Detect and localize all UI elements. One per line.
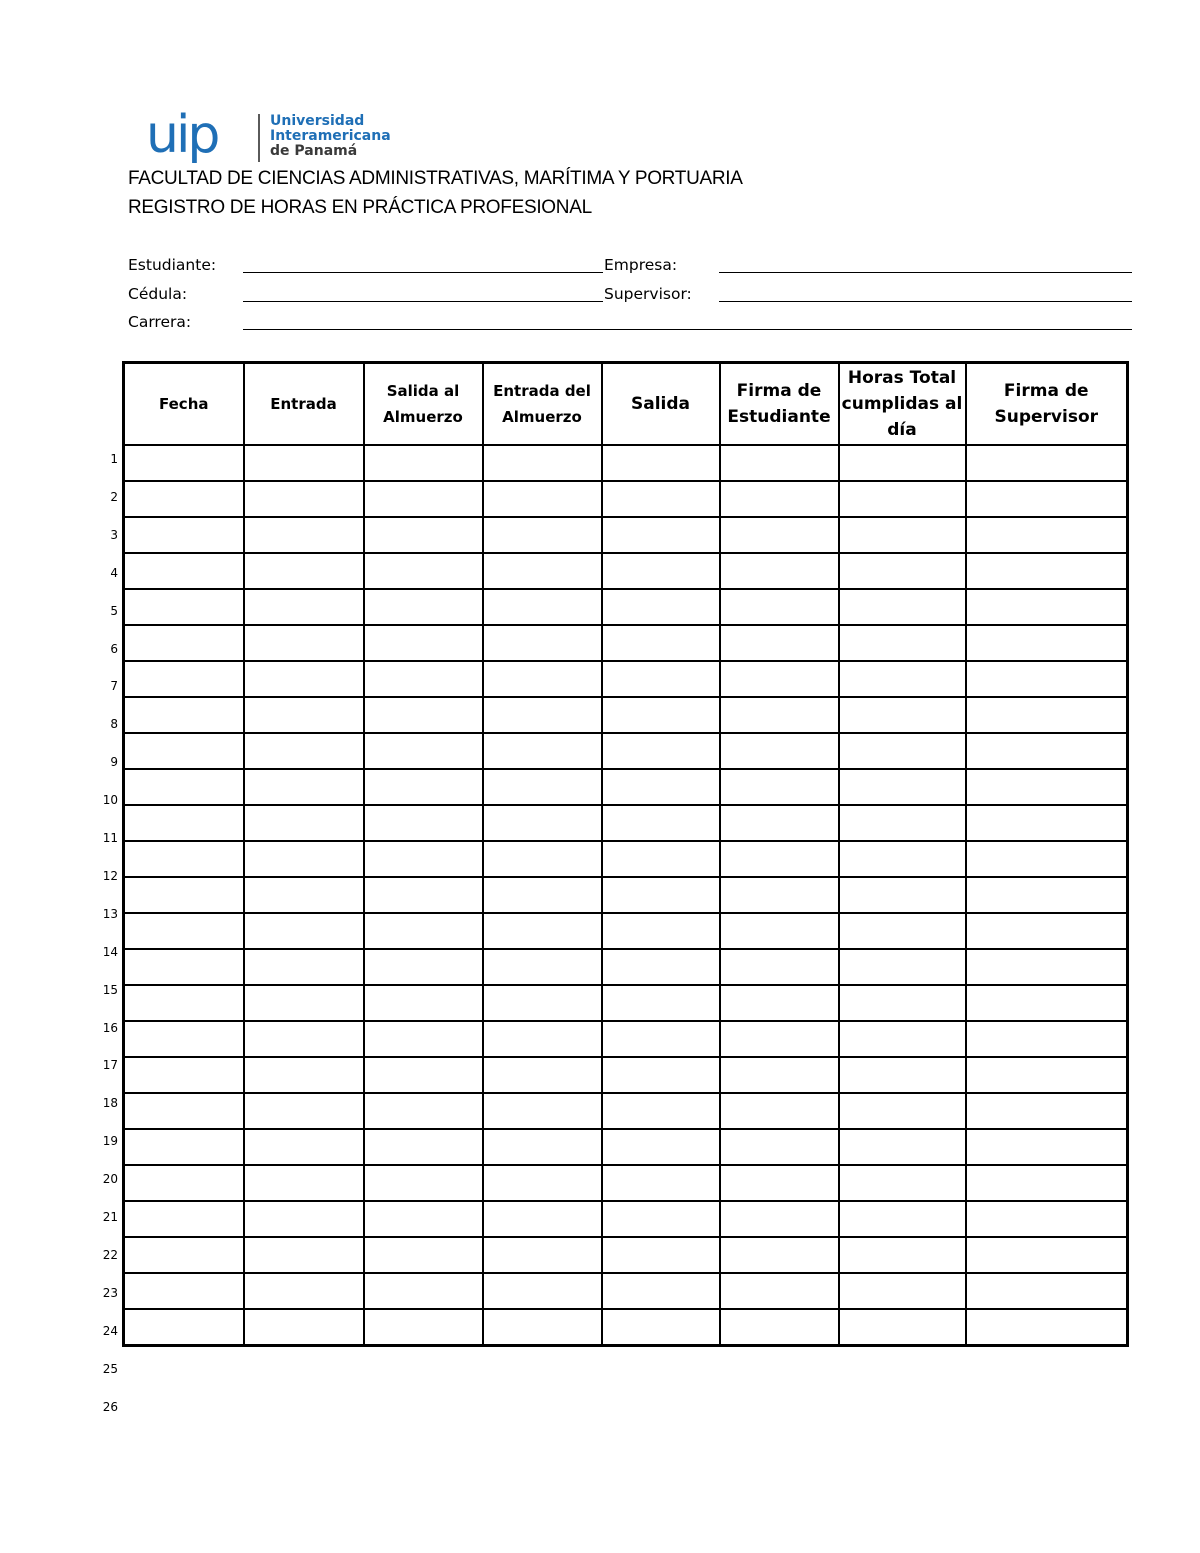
table-row — [124, 1093, 1128, 1129]
table-cell[interactable] — [483, 553, 602, 589]
table-cell[interactable] — [364, 949, 483, 985]
table-cell[interactable] — [124, 805, 244, 841]
table-cell[interactable] — [244, 481, 364, 517]
row-number: 26 — [102, 1399, 118, 1414]
logo-divider — [258, 114, 260, 162]
table-row — [124, 661, 1128, 697]
table-cell[interactable] — [244, 1309, 364, 1346]
table-cell[interactable] — [720, 661, 839, 697]
table-cell[interactable] — [966, 805, 1128, 841]
table-cell[interactable] — [602, 1201, 720, 1237]
header-firma-estudiante: Firma de Estudiante — [720, 363, 839, 446]
table-cell[interactable] — [244, 1273, 364, 1309]
table-cell[interactable] — [483, 733, 602, 769]
table-cell[interactable] — [244, 949, 364, 985]
table-body — [124, 445, 1128, 1346]
table-cell[interactable] — [364, 985, 483, 1021]
table-cell[interactable] — [364, 1129, 483, 1165]
row-number: 5 — [110, 603, 118, 618]
table-cell[interactable] — [720, 589, 839, 625]
table-cell[interactable] — [124, 697, 244, 733]
table-row — [124, 1237, 1128, 1273]
table-cell[interactable] — [364, 445, 483, 481]
table-row — [124, 1165, 1128, 1201]
row-number: 22 — [102, 1247, 118, 1262]
table-cell[interactable] — [839, 1093, 966, 1129]
header-salida: Salida — [602, 363, 720, 446]
table-cell[interactable] — [602, 1129, 720, 1165]
table-cell[interactable] — [364, 841, 483, 877]
carrera-field[interactable] — [243, 329, 1132, 330]
table-cell[interactable] — [244, 661, 364, 697]
table-cell[interactable] — [966, 733, 1128, 769]
table-cell[interactable] — [483, 1273, 602, 1309]
table-row — [124, 481, 1128, 517]
table-row — [124, 1021, 1128, 1057]
table-cell[interactable] — [483, 1093, 602, 1129]
table-cell[interactable] — [244, 1057, 364, 1093]
table-cell[interactable] — [602, 481, 720, 517]
table-cell[interactable] — [364, 877, 483, 913]
logo-line-1: Universidad — [270, 113, 365, 129]
header-fecha: Fecha — [124, 363, 244, 446]
table-cell[interactable] — [483, 769, 602, 805]
row-number: 20 — [102, 1172, 118, 1187]
table-cell[interactable] — [483, 1129, 602, 1165]
table-cell[interactable] — [602, 697, 720, 733]
table-row — [124, 877, 1128, 913]
table-row — [124, 1201, 1128, 1237]
table-cell[interactable] — [602, 553, 720, 589]
table-cell[interactable] — [720, 733, 839, 769]
table-row — [124, 1129, 1128, 1165]
table-row — [124, 769, 1128, 805]
table-cell[interactable] — [483, 877, 602, 913]
label-empresa: Empresa: — [604, 256, 678, 274]
table-cell[interactable] — [839, 625, 966, 661]
table-cell[interactable] — [966, 985, 1128, 1021]
table-cell[interactable] — [483, 697, 602, 733]
table-row — [124, 913, 1128, 949]
table-cell[interactable] — [364, 1201, 483, 1237]
table-cell[interactable] — [839, 517, 966, 553]
table-cell[interactable] — [124, 481, 244, 517]
table-cell[interactable] — [124, 1237, 244, 1273]
table-cell[interactable] — [364, 733, 483, 769]
table-cell[interactable] — [483, 985, 602, 1021]
table-cell[interactable] — [124, 1201, 244, 1237]
table-cell[interactable] — [244, 517, 364, 553]
table-cell[interactable] — [124, 769, 244, 805]
table-cell[interactable] — [966, 949, 1128, 985]
table-cell[interactable] — [839, 985, 966, 1021]
table-cell[interactable] — [720, 1309, 839, 1346]
table-cell[interactable] — [124, 949, 244, 985]
table-cell[interactable] — [720, 985, 839, 1021]
table-row — [124, 697, 1128, 733]
table-cell[interactable] — [364, 697, 483, 733]
table-cell[interactable] — [124, 1273, 244, 1309]
table-cell[interactable] — [839, 1273, 966, 1309]
table-cell[interactable] — [124, 589, 244, 625]
table-cell[interactable] — [364, 517, 483, 553]
table-cell[interactable] — [602, 589, 720, 625]
table-row — [124, 805, 1128, 841]
table-row — [124, 625, 1128, 661]
table-cell[interactable] — [602, 1165, 720, 1201]
table-cell[interactable] — [244, 1129, 364, 1165]
table-cell[interactable] — [966, 1129, 1128, 1165]
table-cell[interactable] — [720, 877, 839, 913]
table-cell[interactable] — [720, 805, 839, 841]
table-cell[interactable] — [124, 1057, 244, 1093]
table-cell[interactable] — [244, 733, 364, 769]
faculty-title: FACULTAD DE CIENCIAS ADMINISTRATIVAS, MARÍTIMA Y PORTUARIA — [128, 168, 743, 189]
table-cell[interactable] — [839, 445, 966, 481]
row-number: 16 — [102, 1020, 118, 1035]
table-cell[interactable] — [124, 1309, 244, 1346]
table-cell[interactable] — [244, 553, 364, 589]
table-cell[interactable] — [966, 553, 1128, 589]
table-cell[interactable] — [966, 1237, 1128, 1273]
row-number: 14 — [102, 944, 118, 959]
table-cell[interactable] — [839, 949, 966, 985]
table-row — [124, 1057, 1128, 1093]
table-cell[interactable] — [364, 481, 483, 517]
table-cell[interactable] — [602, 445, 720, 481]
table-cell[interactable] — [839, 697, 966, 733]
table-cell[interactable] — [839, 661, 966, 697]
table-cell[interactable] — [839, 1021, 966, 1057]
table-cell[interactable] — [839, 1165, 966, 1201]
table-cell[interactable] — [364, 661, 483, 697]
table-header-row — [124, 363, 1128, 446]
table-cell[interactable] — [966, 661, 1128, 697]
header-entrada: Entrada — [244, 363, 364, 446]
table-cell[interactable] — [124, 1093, 244, 1129]
table-cell[interactable] — [483, 625, 602, 661]
label-cedula: Cédula: — [128, 285, 188, 303]
table-cell[interactable] — [720, 1057, 839, 1093]
table-cell[interactable] — [720, 481, 839, 517]
row-number: 6 — [110, 641, 118, 656]
table-cell[interactable] — [244, 841, 364, 877]
table-cell[interactable] — [244, 1093, 364, 1129]
table-cell[interactable] — [966, 1273, 1128, 1309]
row-number: 24 — [102, 1323, 118, 1338]
table-cell[interactable] — [483, 841, 602, 877]
table-cell[interactable] — [839, 733, 966, 769]
table-cell[interactable] — [483, 1237, 602, 1273]
table-cell[interactable] — [966, 1021, 1128, 1057]
table-cell[interactable] — [720, 1201, 839, 1237]
table-cell[interactable] — [124, 985, 244, 1021]
table-cell[interactable] — [839, 481, 966, 517]
table-cell[interactable] — [720, 1021, 839, 1057]
table-cell[interactable] — [966, 625, 1128, 661]
table-cell[interactable] — [124, 445, 244, 481]
table-cell[interactable] — [124, 517, 244, 553]
table-cell[interactable] — [966, 517, 1128, 553]
table-row — [124, 733, 1128, 769]
table-cell[interactable] — [483, 517, 602, 553]
table-cell[interactable] — [839, 589, 966, 625]
label-carrera: Carrera: — [128, 313, 192, 331]
table-cell[interactable] — [364, 805, 483, 841]
row-number: 17 — [102, 1058, 118, 1073]
table-cell[interactable] — [364, 1273, 483, 1309]
table-cell[interactable] — [483, 589, 602, 625]
table-cell[interactable] — [124, 553, 244, 589]
row-number: 18 — [102, 1096, 118, 1111]
table-cell[interactable] — [602, 1273, 720, 1309]
table-cell[interactable] — [839, 877, 966, 913]
row-number: 11 — [102, 831, 118, 845]
table-cell[interactable] — [483, 445, 602, 481]
estudiante-field[interactable] — [243, 272, 603, 273]
table-cell[interactable] — [839, 1057, 966, 1093]
table-cell[interactable] — [483, 1021, 602, 1057]
table-cell[interactable] — [602, 1309, 720, 1346]
table-cell[interactable] — [364, 1021, 483, 1057]
table-cell[interactable] — [483, 1165, 602, 1201]
table-cell[interactable] — [839, 913, 966, 949]
table-cell[interactable] — [364, 1165, 483, 1201]
university-logo — [146, 105, 426, 166]
row-number: 3 — [110, 527, 118, 542]
row-number: 4 — [110, 565, 118, 580]
table-cell[interactable] — [244, 445, 364, 481]
table-cell[interactable] — [839, 1201, 966, 1237]
row-number: 2 — [110, 489, 118, 504]
table-cell[interactable] — [720, 841, 839, 877]
table-cell[interactable] — [483, 481, 602, 517]
table-cell[interactable] — [720, 553, 839, 589]
table-cell[interactable] — [720, 949, 839, 985]
table-cell[interactable] — [364, 1093, 483, 1129]
table-cell[interactable] — [124, 913, 244, 949]
table-cell[interactable] — [966, 913, 1128, 949]
table-cell[interactable] — [483, 805, 602, 841]
table-cell[interactable] — [244, 1237, 364, 1273]
row-number: 19 — [102, 1134, 118, 1149]
table-cell[interactable] — [124, 625, 244, 661]
supervisor-field[interactable] — [719, 301, 1132, 302]
table-cell[interactable] — [244, 697, 364, 733]
row-number: 7 — [110, 679, 118, 694]
label-supervisor: Supervisor: — [604, 285, 692, 303]
table-cell[interactable] — [720, 769, 839, 805]
table-cell[interactable] — [124, 1129, 244, 1165]
table-cell[interactable] — [966, 841, 1128, 877]
table-cell[interactable] — [720, 913, 839, 949]
table-cell[interactable] — [720, 1273, 839, 1309]
logo-line-3: de Panamá — [270, 143, 358, 159]
table-row — [124, 553, 1128, 589]
table-cell[interactable] — [124, 1165, 244, 1201]
table-cell[interactable] — [602, 985, 720, 1021]
table-cell[interactable] — [720, 1237, 839, 1273]
row-number: 13 — [102, 906, 118, 921]
empresa-field[interactable] — [719, 272, 1132, 273]
header-salida-almuerzo: Salida al Almuerzo — [364, 363, 483, 446]
header-entrada-almuerzo: Entrada del Almuerzo — [483, 363, 602, 446]
table-cell[interactable] — [483, 1309, 602, 1346]
row-number: 10 — [102, 793, 118, 808]
table-cell[interactable] — [966, 1201, 1128, 1237]
table-cell[interactable] — [966, 1057, 1128, 1093]
label-estudiante: Estudiante: — [128, 256, 217, 274]
table-cell[interactable] — [720, 445, 839, 481]
table-cell[interactable] — [839, 1129, 966, 1165]
logo-text — [270, 114, 391, 159]
table-cell[interactable] — [966, 769, 1128, 805]
table-cell[interactable] — [602, 1057, 720, 1093]
table-row — [124, 1273, 1128, 1309]
table-cell[interactable] — [720, 697, 839, 733]
table-cell[interactable] — [839, 553, 966, 589]
logo-mark: uip — [146, 105, 218, 165]
table-cell[interactable] — [483, 949, 602, 985]
row-number: 15 — [102, 982, 118, 997]
row-number: 8 — [110, 717, 118, 732]
table-row — [124, 589, 1128, 625]
table-cell[interactable] — [364, 913, 483, 949]
table-cell[interactable] — [602, 1021, 720, 1057]
table-cell[interactable] — [364, 553, 483, 589]
table-cell[interactable] — [966, 1165, 1128, 1201]
table-cell[interactable] — [244, 1201, 364, 1237]
table-cell[interactable] — [602, 625, 720, 661]
cedula-field[interactable] — [243, 301, 603, 302]
table-cell[interactable] — [602, 949, 720, 985]
table-cell[interactable] — [602, 913, 720, 949]
table-cell[interactable] — [364, 1057, 483, 1093]
table-cell[interactable] — [966, 877, 1128, 913]
table-cell[interactable] — [966, 697, 1128, 733]
table-cell[interactable] — [483, 1057, 602, 1093]
table-cell[interactable] — [720, 1129, 839, 1165]
table-cell[interactable] — [124, 1021, 244, 1057]
table-cell[interactable] — [602, 1237, 720, 1273]
table-cell[interactable] — [483, 1201, 602, 1237]
table-cell[interactable] — [124, 733, 244, 769]
table-cell[interactable] — [839, 805, 966, 841]
table-cell[interactable] — [966, 481, 1128, 517]
table-cell[interactable] — [364, 1237, 483, 1273]
row-number: 23 — [102, 1285, 118, 1300]
table-cell[interactable] — [124, 841, 244, 877]
table-cell[interactable] — [364, 1309, 483, 1346]
table-cell[interactable] — [244, 985, 364, 1021]
table-cell[interactable] — [602, 733, 720, 769]
table-cell[interactable] — [244, 877, 364, 913]
table-cell[interactable] — [244, 769, 364, 805]
form-title: REGISTRO DE HORAS EN PRÁCTICA PROFESIONAL — [128, 197, 592, 218]
table-row — [124, 985, 1128, 1021]
table-cell[interactable] — [839, 841, 966, 877]
table-cell[interactable] — [966, 1093, 1128, 1129]
table-cell[interactable] — [244, 913, 364, 949]
table-cell[interactable] — [720, 1093, 839, 1129]
table-cell[interactable] — [602, 1093, 720, 1129]
table-cell[interactable] — [602, 661, 720, 697]
table-cell[interactable] — [244, 1165, 364, 1201]
table-cell[interactable] — [966, 445, 1128, 481]
row-number: 12 — [102, 868, 118, 883]
table-cell[interactable] — [124, 661, 244, 697]
row-number: 21 — [102, 1210, 118, 1224]
table-row — [124, 517, 1128, 553]
table-cell[interactable] — [602, 877, 720, 913]
table-cell[interactable] — [720, 625, 839, 661]
header-firma-supervisor: Firma de Supervisor — [966, 363, 1128, 446]
table-cell[interactable] — [483, 913, 602, 949]
table-cell[interactable] — [602, 517, 720, 553]
table-row — [124, 1309, 1128, 1346]
table-cell[interactable] — [364, 625, 483, 661]
table-row — [124, 445, 1128, 481]
table-cell[interactable] — [364, 589, 483, 625]
row-number: 1 — [110, 452, 118, 466]
table-cell[interactable] — [244, 589, 364, 625]
table-cell[interactable] — [364, 769, 483, 805]
logo-line-2: Interamericana — [270, 128, 391, 144]
table-cell[interactable] — [966, 589, 1128, 625]
table-cell[interactable] — [839, 1237, 966, 1273]
table-cell[interactable] — [602, 769, 720, 805]
table-cell[interactable] — [483, 661, 602, 697]
table-cell[interactable] — [602, 805, 720, 841]
table-row — [124, 841, 1128, 877]
table-cell[interactable] — [966, 1309, 1128, 1346]
table-cell[interactable] — [839, 769, 966, 805]
table-cell[interactable] — [244, 805, 364, 841]
table-cell[interactable] — [720, 1165, 839, 1201]
table-cell[interactable] — [720, 517, 839, 553]
hours-table — [122, 361, 1129, 1347]
header-horas-total: Horas Total cumplidas al día — [839, 363, 966, 446]
table-cell[interactable] — [839, 1309, 966, 1346]
table-cell[interactable] — [602, 841, 720, 877]
row-number: 25 — [102, 1361, 118, 1376]
table-cell[interactable] — [244, 625, 364, 661]
row-number: 9 — [110, 755, 118, 770]
table-cell[interactable] — [124, 877, 244, 913]
table-row — [124, 949, 1128, 985]
table-cell[interactable] — [244, 1021, 364, 1057]
